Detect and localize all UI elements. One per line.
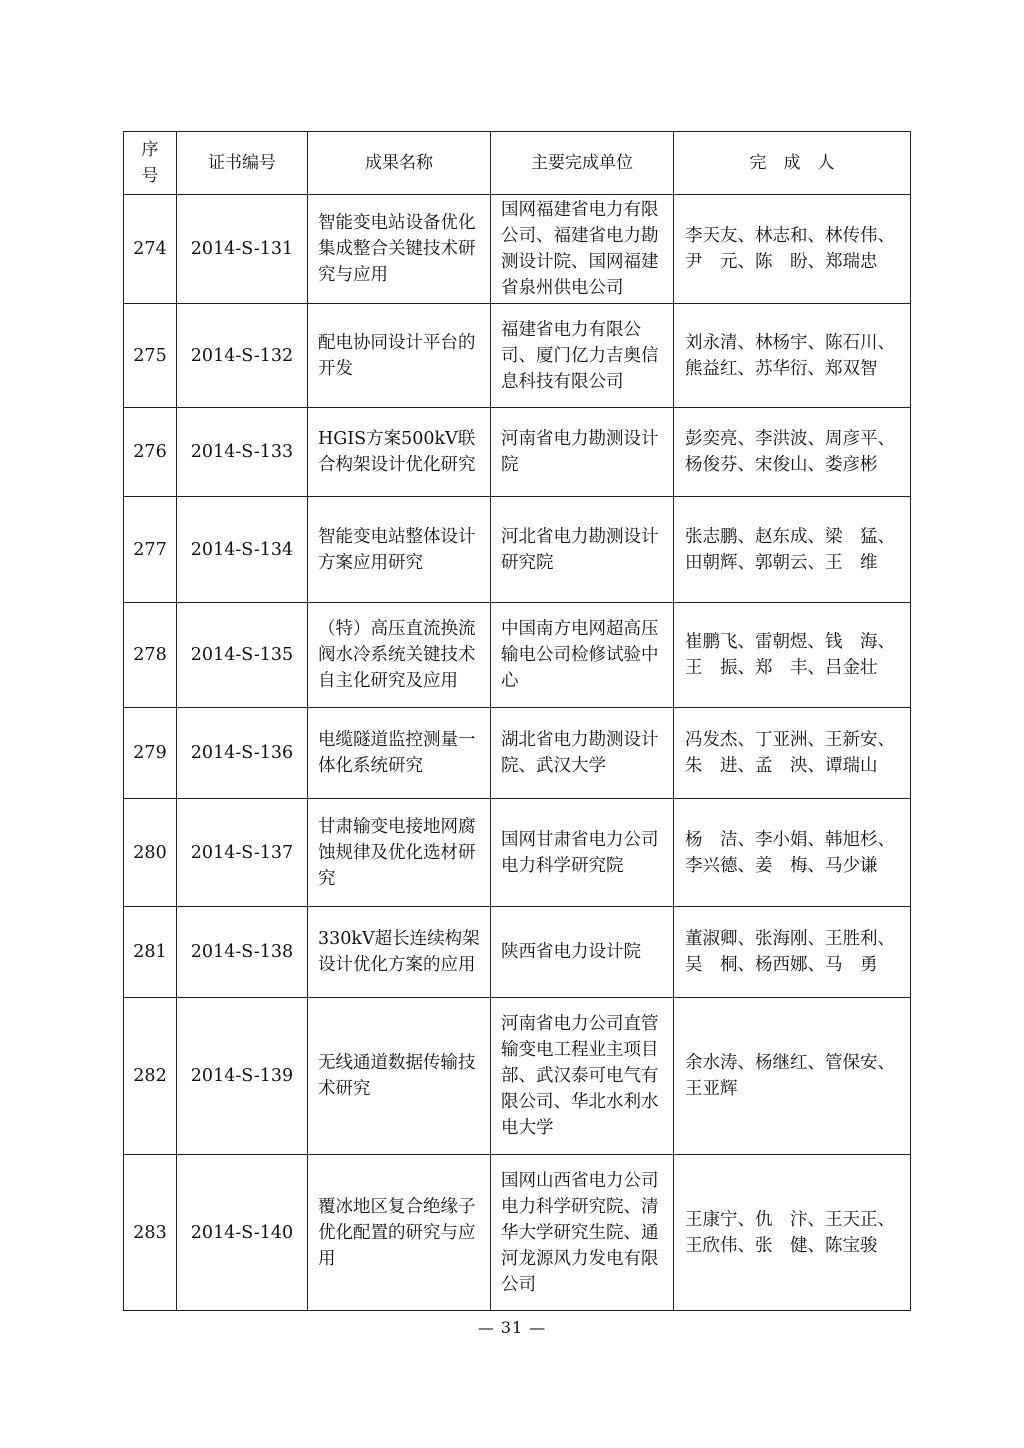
- row-unit: 河南省电力公司直管输变电工程业主项目部、武汉泰可电气有限公司、华北水利水电大学: [491, 998, 674, 1155]
- row-num: 276: [124, 408, 177, 497]
- row-num: 277: [124, 497, 177, 603]
- table-row: [124, 195, 911, 304]
- row-unit: 国网山西省电力公司电力科学研究院、清华大学研究生院、通河龙源风力发电有限公司: [491, 1155, 674, 1311]
- row-cert-code: 2014-S-136: [177, 708, 308, 799]
- header-achievement-name: 成果名称: [308, 132, 491, 195]
- row-cert-code: 2014-S-135: [177, 603, 308, 708]
- header-people: 完 成 人: [674, 132, 911, 195]
- table-row: [124, 1155, 911, 1311]
- row-people: 杨 洁、李小娟、韩旭杉、李兴德、姜 梅、马少谦: [674, 799, 911, 907]
- row-cert-code: 2014-S-140: [177, 1155, 308, 1311]
- header-cert-number: 证书编号: [177, 132, 308, 195]
- row-name: （特）高压直流换流阀水冷系统关键技术自主化研究及应用: [308, 603, 491, 708]
- table-row: [124, 408, 911, 497]
- row-cert-code: 2014-S-137: [177, 799, 308, 907]
- row-num: 281: [124, 907, 177, 998]
- table-row: [124, 907, 911, 998]
- table-row: [124, 497, 911, 603]
- row-unit: 国网福建省电力有限公司、福建省电力勘测设计院、国网福建省泉州供电公司: [491, 195, 674, 304]
- row-cert-code: 2014-S-134: [177, 497, 308, 603]
- row-unit: 湖北省电力勘测设计院、武汉大学: [491, 708, 674, 799]
- row-name: 无线通道数据传输技术研究: [308, 998, 491, 1155]
- row-unit: 国网甘肃省电力公司电力科学研究院: [491, 799, 674, 907]
- achievement-table: [123, 131, 911, 1311]
- table-row: [124, 304, 911, 408]
- table-row: [124, 708, 911, 799]
- row-people: 冯发杰、丁亚洲、王新安、朱 进、孟 泱、谭瑞山: [674, 708, 911, 799]
- row-name: 智能变电站整体设计方案应用研究: [308, 497, 491, 603]
- row-name: HGIS方案500kV联合构架设计优化研究: [308, 408, 491, 497]
- row-name: 覆冰地区复合绝缘子优化配置的研究与应用: [308, 1155, 491, 1311]
- row-num: 279: [124, 708, 177, 799]
- table-body: [124, 195, 911, 1311]
- row-people: 王康宁、仇 汴、王天正、王欣伟、张 健、陈宝骏: [674, 1155, 911, 1311]
- row-people: 余水涛、杨继红、管保安、王亚辉: [674, 998, 911, 1155]
- row-unit: 福建省电力有限公司、厦门亿力吉奥信息科技有限公司: [491, 304, 674, 408]
- row-cert-code: 2014-S-139: [177, 998, 308, 1155]
- row-num: 280: [124, 799, 177, 907]
- row-num: 283: [124, 1155, 177, 1311]
- row-num: 282: [124, 998, 177, 1155]
- row-unit: 中国南方电网超高压输电公司检修试验中心: [491, 603, 674, 708]
- row-num: 278: [124, 603, 177, 708]
- table-row: [124, 799, 911, 907]
- table-row: [124, 603, 911, 708]
- header-seq: 序 号: [124, 132, 177, 195]
- row-cert-code: 2014-S-131: [177, 195, 308, 304]
- row-num: 275: [124, 304, 177, 408]
- row-name: 甘肃输变电接地网腐蚀规律及优化选材研究: [308, 799, 491, 907]
- row-people: 彭奕亮、李洪波、周彦平、杨俊芬、宋俊山、娄彦彬: [674, 408, 911, 497]
- row-unit: 河北省电力勘测设计研究院: [491, 497, 674, 603]
- row-num: 274: [124, 195, 177, 304]
- row-name: 配电协同设计平台的开发: [308, 304, 491, 408]
- row-people: 崔鹏飞、雷朝煜、钱 海、王 振、郑 丰、吕金壮: [674, 603, 911, 708]
- table-row: [124, 998, 911, 1155]
- row-name: 电缆隧道监控测量一体化系统研究: [308, 708, 491, 799]
- row-people: 刘永清、林杨宇、陈石川、熊益红、苏华衍、郑双智: [674, 304, 911, 408]
- row-unit: 河南省电力勘测设计院: [491, 408, 674, 497]
- row-cert-code: 2014-S-133: [177, 408, 308, 497]
- table-header-row: [124, 132, 911, 195]
- row-name: 330kV超长连续构架设计优化方案的应用: [308, 907, 491, 998]
- row-cert-code: 2014-S-138: [177, 907, 308, 998]
- header-main-unit: 主要完成单位: [491, 132, 674, 195]
- row-unit: 陕西省电力设计院: [491, 907, 674, 998]
- row-name: 智能变电站设备优化集成整合关键技术研究与应用: [308, 195, 491, 304]
- row-people: 李天友、林志和、林传伟、尹 元、陈 盼、郑瑞忠: [674, 195, 911, 304]
- page-number: — 31 —: [477, 1318, 547, 1337]
- row-people: 董淑卿、张海刚、王胜利、吴 桐、杨西娜、马 勇: [674, 907, 911, 998]
- row-cert-code: 2014-S-132: [177, 304, 308, 408]
- row-people: 张志鹏、赵东成、梁 猛、田朝辉、郭朝云、王 维: [674, 497, 911, 603]
